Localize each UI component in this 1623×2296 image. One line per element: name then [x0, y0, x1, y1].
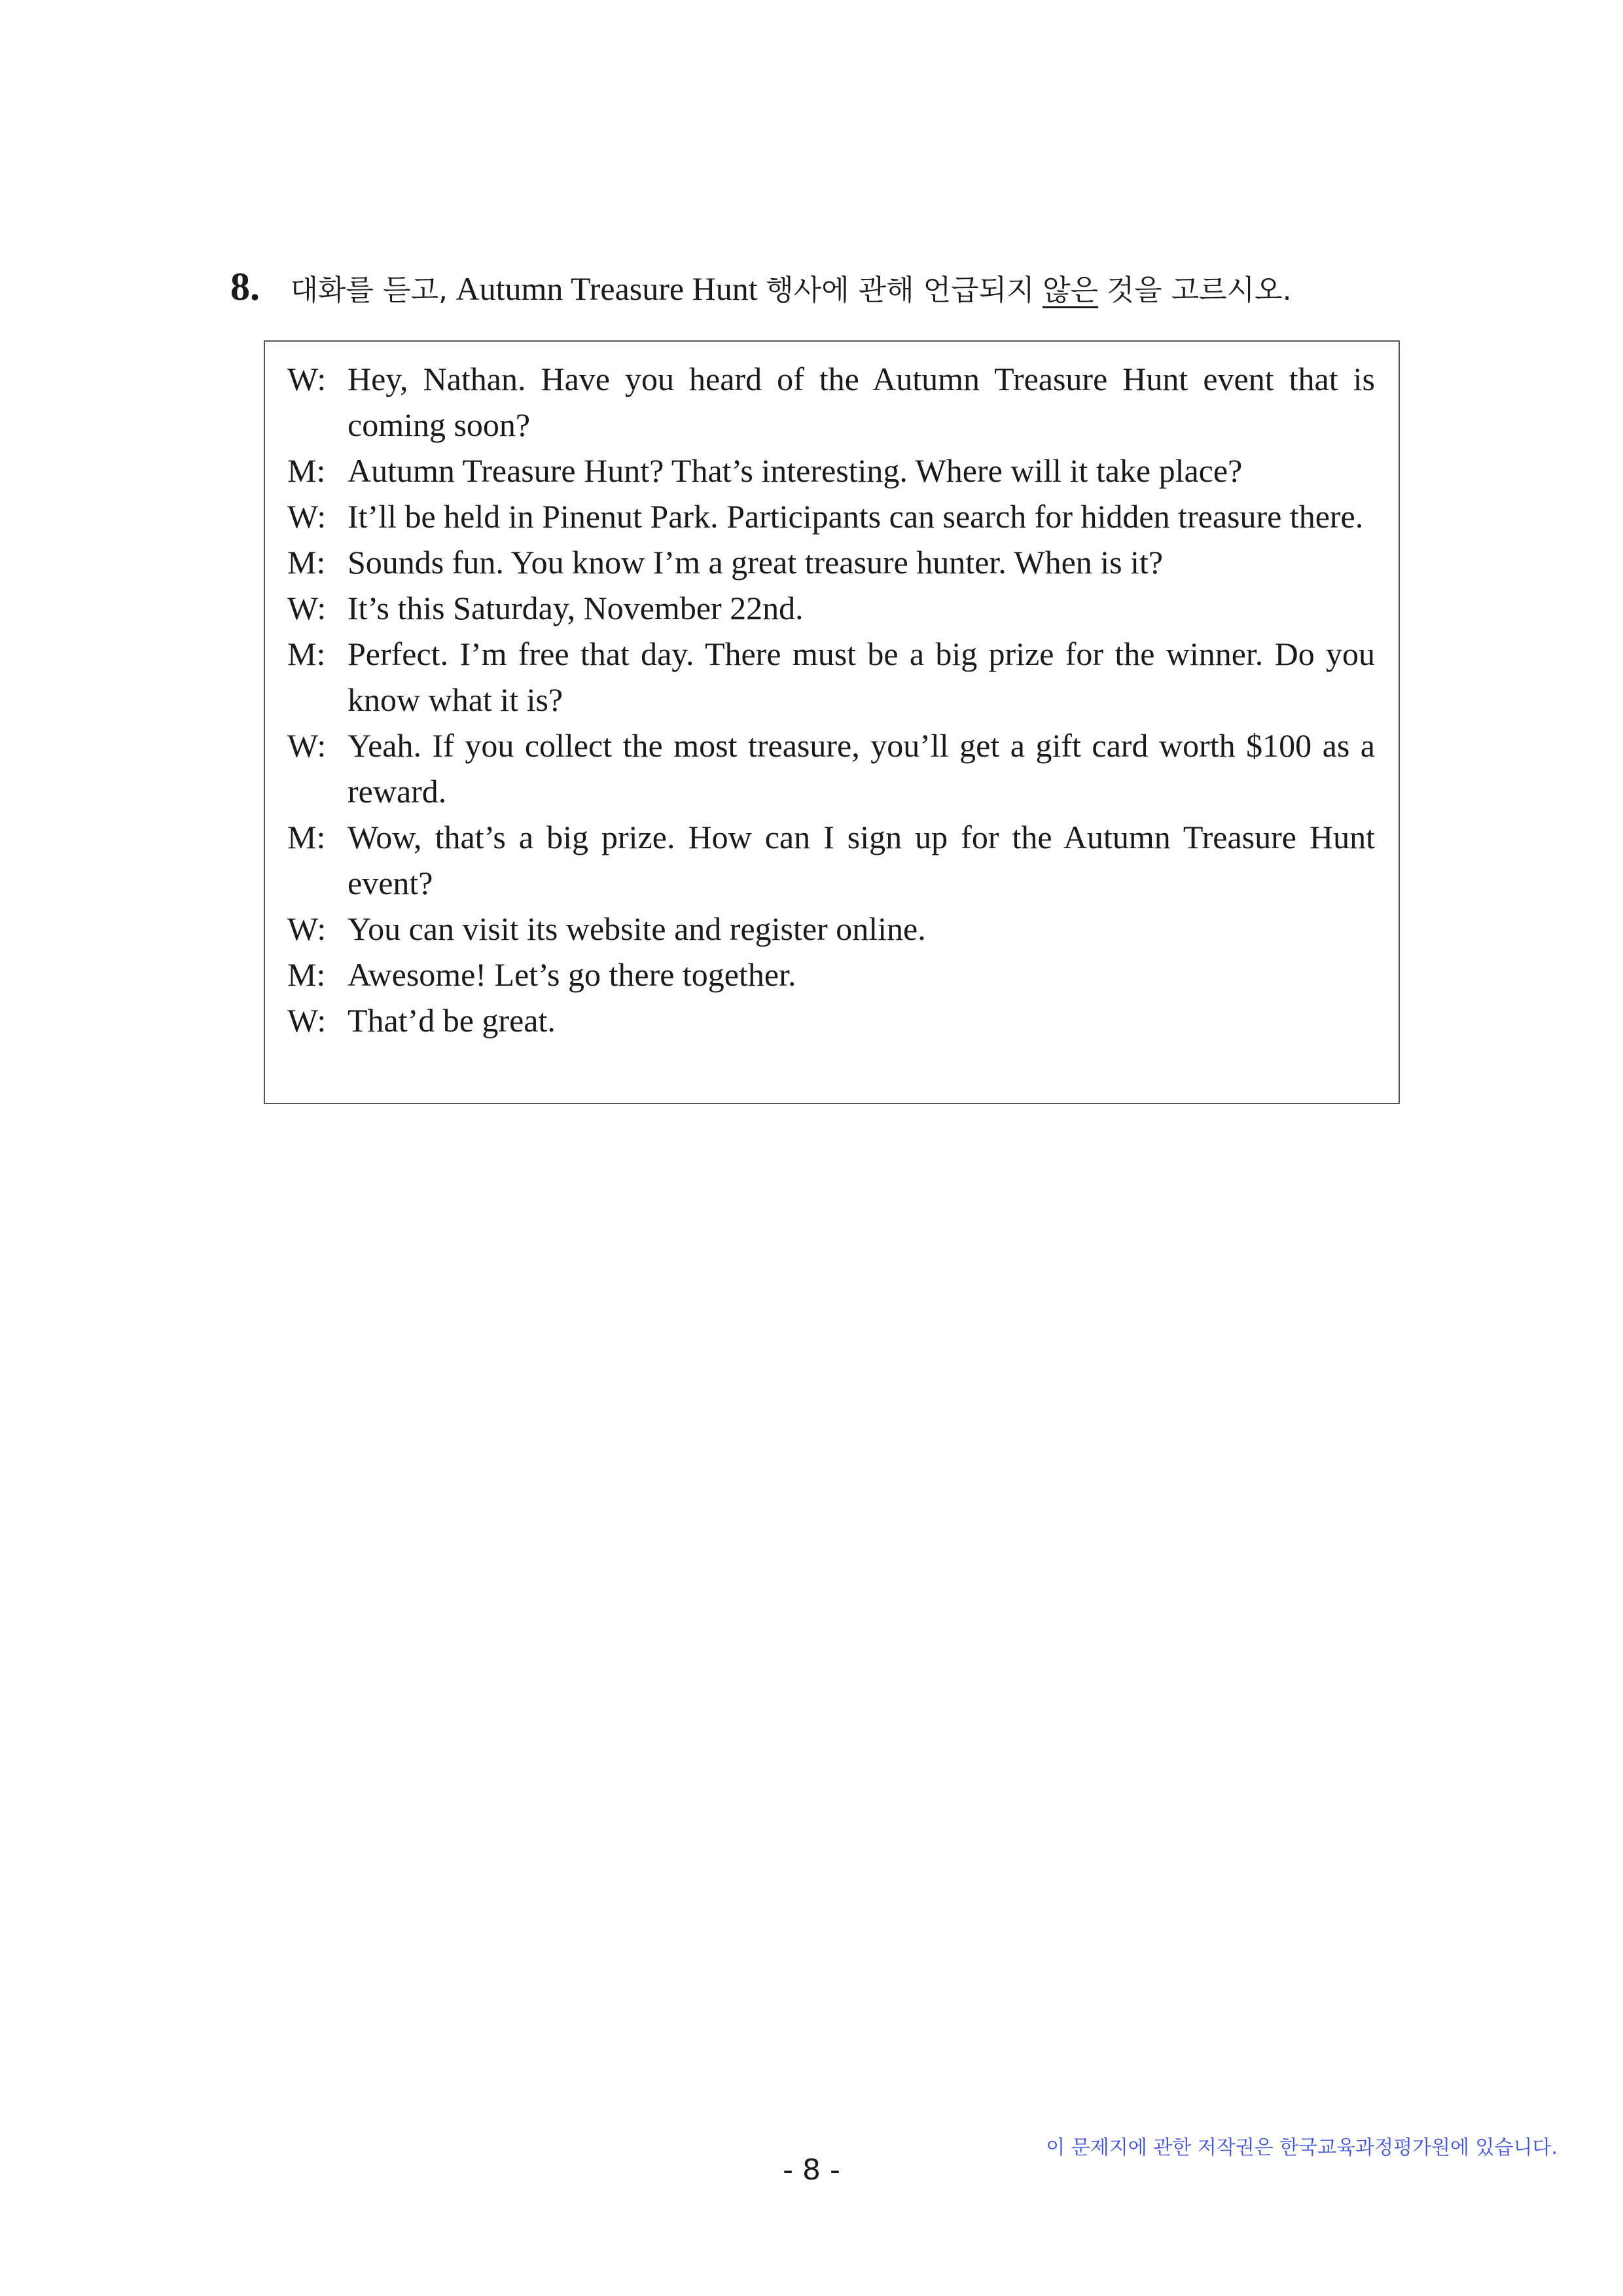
dialog-line: [287, 814, 1375, 906]
dialog-text: It’s this Saturday, November 22nd.: [348, 590, 804, 626]
dialog-text: Hey, Nathan. Have you heard of the Autumn Treasure Hunt event that is coming soon?: [348, 361, 1375, 443]
question-number: 8.: [230, 265, 260, 308]
question-underlined-word: 않은: [1043, 274, 1099, 307]
dialog-line: [287, 539, 1375, 585]
dialog-speaker: M:: [287, 956, 326, 993]
dialog-line: [287, 356, 1375, 448]
dialog-box: [264, 340, 1400, 1104]
dialog-text: Perfect. I’m free that day. There must be a big prize for the winner. Do you know what it is?: [348, 636, 1375, 718]
dialog-line: [287, 493, 1375, 539]
dialog-line: [287, 448, 1375, 493]
dialog-line: [287, 906, 1375, 952]
dialog-speaker: M:: [287, 544, 326, 581]
dialog-speaker: M:: [287, 452, 326, 489]
question-prefix: 대화를 듣고,: [290, 274, 448, 307]
dialog-text: You can visit its website and register online.: [348, 910, 926, 947]
dialog-speaker: W:: [287, 727, 327, 764]
dialog-text: That’d be great.: [348, 1002, 556, 1039]
dialog-speaker: M:: [287, 819, 326, 855]
dialog-text: Awesome! Let’s go there together.: [348, 956, 796, 993]
dialog-line: [287, 952, 1375, 997]
copyright-notice: 이 문제지에 관한 저작권은 한국교육과정평가원에 있습니다.: [1046, 2136, 1558, 2159]
question-suffix: 것을 고르시오.: [1106, 274, 1292, 307]
dialog-speaker: W:: [287, 590, 327, 626]
question-event-name: Autumn Treasure Hunt: [455, 270, 758, 307]
question-prompt: [230, 260, 1292, 317]
dialog-text: Autumn Treasure Hunt? That’s interesting. Where will it take place?: [348, 452, 1243, 489]
question-middle: 행사에 관해 언급되지: [766, 274, 1035, 307]
dialog-line: [287, 997, 1375, 1043]
dialog-text: Yeah. If you collect the most treasure, you’ll get a gift card worth $100 as a reward.: [348, 727, 1375, 810]
dialog-speaker: W:: [287, 361, 327, 397]
dialog-speaker: M:: [287, 636, 326, 672]
dialog-text: Sounds fun. You know I’m a great treasure hunter. When is it?: [348, 544, 1164, 581]
dialog-speaker: W:: [287, 498, 327, 535]
dialog-speaker: W:: [287, 910, 327, 947]
dialog-text: Wow, that’s a big prize. How can I sign up for the Autumn Treasure Hunt event?: [348, 819, 1375, 901]
dialog-text: It’ll be held in Pinenut Park. Participants can search for hidden treasure there.: [348, 498, 1364, 535]
dialog-line: [287, 631, 1375, 723]
dialog-line: [287, 585, 1375, 631]
dialog-line: [287, 723, 1375, 814]
dialog-speaker: W:: [287, 1002, 327, 1039]
page-number: - 8 -: [783, 2153, 840, 2187]
